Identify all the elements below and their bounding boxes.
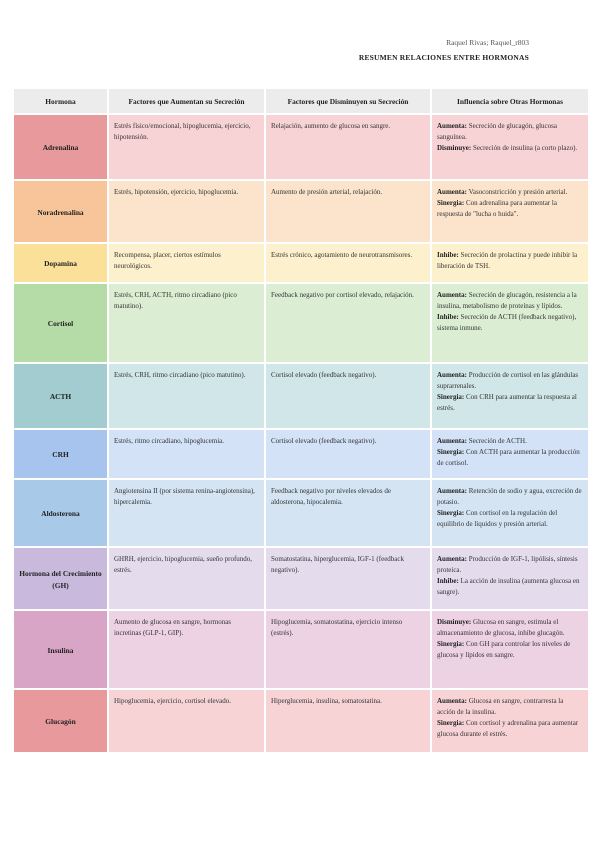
increase-factors-cell: Aumento de glucosa en sangre, hormonas incretinas (GLP-1, GIP).: [108, 610, 265, 689]
influence-item: [437, 508, 583, 530]
decrease-factors-cell: Aumento de presión arterial, relajación.: [265, 180, 431, 243]
table-row: [13, 547, 589, 610]
hormone-relations-table: [13, 88, 589, 753]
influence-text: La acción de insulina (aumenta glucosa en sangre).: [437, 576, 580, 596]
influence-cell: [431, 243, 589, 283]
influence-label: Sinergia:: [437, 392, 465, 401]
decrease-factors-cell: Cortisol elevado (feedback negativo).: [265, 429, 431, 479]
influence-label: Sinergia:: [437, 447, 465, 456]
hormone-name-cell: Aldosterona: [13, 479, 108, 547]
influence-cell: [431, 610, 589, 689]
influence-item: [437, 121, 583, 143]
influence-item: [437, 696, 583, 718]
influence-text: Secreción de prolactina y puede inhibir la liberación de TSH.: [437, 251, 578, 270]
influence-item: [437, 447, 583, 469]
table-row: [13, 689, 589, 753]
influence-item: [437, 436, 583, 447]
decrease-factors-cell: Hipoglucemia, somatostatina, ejercicio intenso (estrés).: [265, 610, 431, 689]
column-header-decrease-factors: Factores que Disminuyen su Secreción: [265, 88, 431, 114]
influence-text: Con GH para controlar los niveles de glucosa y lípidos en sangre.: [437, 639, 571, 659]
influence-text: Con cortisol en la regulación del equilibrio de líquidos y presión arterial.: [437, 508, 558, 528]
table-row: [13, 429, 589, 479]
influence-cell: [431, 180, 589, 243]
increase-factors-cell: Estrés, CRH, ACTH, ritmo circadiano (pico matutino).: [108, 283, 265, 363]
influence-item: [437, 143, 583, 154]
table-row: [13, 610, 589, 689]
influence-text: Producción de IGF-1, lipólisis, síntesis proteica.: [437, 555, 578, 574]
influence-label: Aumenta:: [437, 122, 467, 130]
influence-text: Con cortisol y adrenalina para aumentar glucosa durante el estrés.: [437, 718, 579, 738]
column-header-increase-factors: Factores que Aumentan su Secreción: [108, 88, 265, 114]
increase-factors-cell: Estrés, hipotensión, ejercicio, hipoglucemia.: [108, 180, 265, 243]
influence-label: Aumenta:: [437, 371, 467, 379]
influence-text: Glucosa en sangre, contrarresta la acción de la insulina.: [437, 697, 564, 716]
influence-item: [437, 290, 583, 312]
influence-item: [437, 718, 583, 740]
influence-label: Sinergia:: [437, 508, 465, 517]
increase-factors-cell: Estrés, CRH, ritmo circadiano (pico matutino).: [108, 363, 265, 429]
table-row: [13, 180, 589, 243]
influence-text: Secreción de glucagón, resistencia a la insulina, metabolismo de proteínas y lípidos.: [437, 291, 577, 310]
influence-item: [437, 198, 583, 220]
hormone-name-cell: Dopamina: [13, 243, 108, 283]
decrease-factors-cell: Hiperglucemia, insulina, somatostatina.: [265, 689, 431, 753]
hormone-name-cell: Glucagón: [13, 689, 108, 753]
influence-label: Sinergia:: [437, 718, 465, 727]
decrease-factors-cell: Relajación, aumento de glucosa en sangre.: [265, 114, 431, 180]
hormone-name-cell: Adrenalina: [13, 114, 108, 180]
influence-label: Disminuye:: [437, 143, 472, 152]
influence-cell: [431, 547, 589, 610]
influence-item: [437, 312, 583, 334]
influence-label: Aumenta:: [437, 437, 467, 445]
influence-text: Con CRH para aumentar la respuesta al estrés.: [437, 392, 577, 412]
influence-cell: [431, 283, 589, 363]
influence-cell: [431, 689, 589, 753]
influence-text: Secreción de ACTH.: [466, 437, 527, 445]
influence-label: Inhibe:: [437, 312, 459, 321]
influence-item: [437, 370, 583, 392]
influence-label: Sinergia:: [437, 198, 465, 207]
influence-text: Con ACTH para aumentar la producción de cortisol.: [437, 447, 580, 467]
influence-text: Producción de cortisol en las glándulas suprarrenales.: [437, 371, 579, 390]
table-row: [13, 114, 589, 180]
decrease-factors-cell: Estrés crónico, agotamiento de neurotransmisores.: [265, 243, 431, 283]
table-row: [13, 243, 589, 283]
influence-text: Secreción de ACTH (feedback negativo), sistema inmune.: [437, 312, 577, 332]
decrease-factors-cell: Feedback negativo por cortisol elevado, relajación.: [265, 283, 431, 363]
influence-text: Retención de sodio y agua, excreción de potasio.: [437, 487, 582, 506]
increase-factors-cell: Hipoglucemia, ejercicio, cortisol elevado.: [108, 689, 265, 753]
decrease-factors-cell: Feedback negativo por niveles elevados de aldosterona, hipocalemia.: [265, 479, 431, 547]
document-title: RESUMEN RELACIONES ENTRE HORMONAS: [358, 53, 529, 62]
column-header-hormone: Hormona: [13, 88, 108, 114]
influence-label: Aumenta:: [437, 291, 467, 299]
table-row: [13, 363, 589, 429]
influence-item: [437, 250, 583, 272]
increase-factors-cell: Angiotensina II (por sistema renina-angiotensina), hipercalemia.: [108, 479, 265, 547]
table-row: [13, 479, 589, 547]
influence-cell: [431, 363, 589, 429]
influence-label: Inhibe:: [437, 576, 459, 585]
increase-factors-cell: Estrés físico/emocional, hipoglucemia, ejercicio, hipotensión.: [108, 114, 265, 180]
increase-factors-cell: GHRH, ejercicio, hipoglucemia, sueño profundo, estrés.: [108, 547, 265, 610]
influence-item: [437, 392, 583, 414]
influence-item: [437, 617, 583, 639]
influence-label: Aumenta:: [437, 697, 467, 705]
influence-label: Disminuye:: [437, 618, 472, 626]
influence-item: [437, 187, 583, 198]
influence-item: [437, 639, 583, 661]
influence-cell: [431, 429, 589, 479]
influence-text: Glucosa en sangre, estimula el almacenamiento de glucosa, inhibe glucagón.: [437, 618, 565, 637]
influence-label: Aumenta:: [437, 487, 467, 495]
hormone-name-cell: Hormona del Crecimiento (GH): [13, 547, 108, 610]
influence-item: [437, 576, 583, 598]
table-row: [13, 283, 589, 363]
hormone-name-cell: CRH: [13, 429, 108, 479]
influence-label: Aumenta:: [437, 555, 467, 563]
influence-text: Secreción de glucagón, glucosa sanguínea.: [437, 122, 557, 141]
influence-text: Vasoconstricción y presión arterial.: [466, 188, 568, 196]
influence-text: Secreción de insulina (a corto plazo).: [471, 143, 578, 152]
influence-label: Sinergia:: [437, 639, 465, 648]
document-author: Raquel Rivas; Raquel_r803: [446, 38, 529, 47]
hormone-name-cell: Insulina: [13, 610, 108, 689]
influence-label: Inhibe:: [437, 251, 459, 259]
decrease-factors-cell: Cortisol elevado (feedback negativo).: [265, 363, 431, 429]
decrease-factors-cell: Somatostatina, hiperglucemia, IGF-1 (feedback negativo).: [265, 547, 431, 610]
influence-label: Aumenta:: [437, 188, 467, 196]
hormone-name-cell: Noradrenalina: [13, 180, 108, 243]
table-header-row: [13, 88, 589, 114]
influence-cell: [431, 114, 589, 180]
influence-item: [437, 486, 583, 508]
hormone-name-cell: Cortisol: [13, 283, 108, 363]
column-header-influence: Influencia sobre Otras Hormonas: [431, 88, 589, 114]
hormone-name-cell: ACTH: [13, 363, 108, 429]
influence-item: [437, 554, 583, 576]
influence-cell: [431, 479, 589, 547]
increase-factors-cell: Recompensa, placer, ciertos estímulos neurológicos.: [108, 243, 265, 283]
increase-factors-cell: Estrés, ritmo circadiano, hipoglucemia.: [108, 429, 265, 479]
influence-text: Con adrenalina para aumentar la respuesta de "lucha o huida".: [437, 198, 557, 218]
